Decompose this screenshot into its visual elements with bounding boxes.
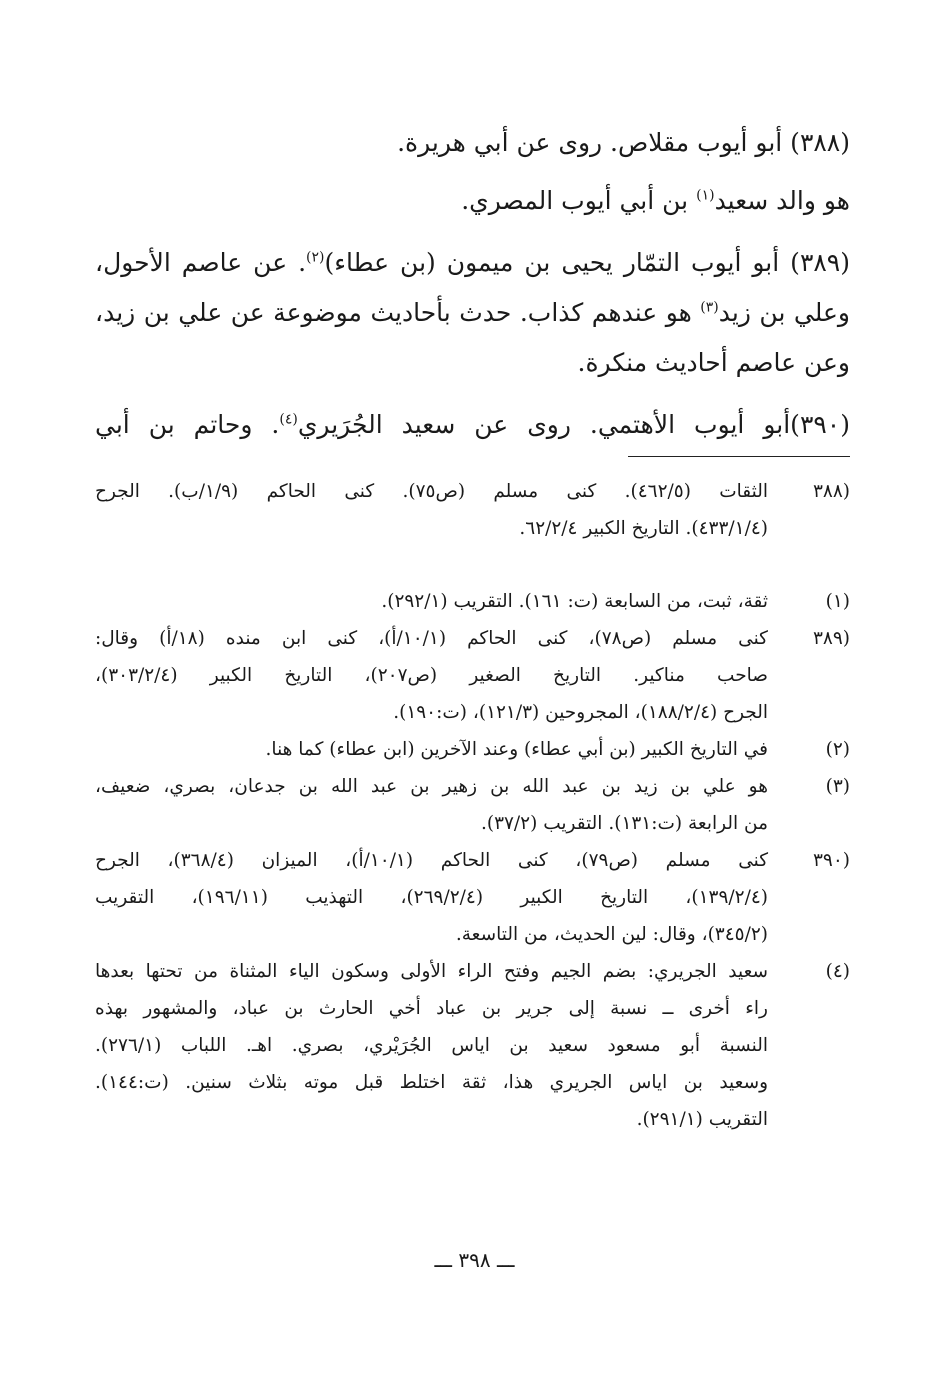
entry-389-l1-a: (٣٨٩) أبو أيوب التمّار يحيى بن ميمون (بن عطاء) [324, 248, 850, 277]
footnote-ref-4: (٤) [279, 411, 298, 428]
footnote-line: ثقة، ثبت، من السابعة (ت: ١٦١). التقريب (٢٩٢/١). [381, 591, 768, 612]
entry-388-title-text: (٣٨٨) أبو أيوب مقلاص. روى عن أبي هريرة. [397, 128, 850, 157]
entry-389-l1-b: . عن عاصم الأحول، [95, 248, 307, 277]
footnote-line: وسعيد بن اياس الجريري هذا، ثقة اختلط قبل موته بثلاث سنين. (ت:١٤٤). [95, 1072, 768, 1093]
footnote-item [95, 620, 850, 731]
footnote-ref-1: (١) [696, 187, 715, 204]
footnote-item [95, 473, 850, 547]
footnote-number: (١) [825, 591, 850, 612]
entry-390-b: . وحاتم بن أبي [95, 410, 280, 439]
footnote-body [95, 583, 768, 620]
footnote-line: صاحب مناكير. التاريخ الصغير (ص٢٠٧)، التاريخ الكبير (٣٠٣/٢/٤)، [95, 665, 769, 686]
entry-388-body-line [95, 176, 850, 226]
footnote-separator [628, 456, 850, 457]
footnote-line: الثقات (٤٦٢/٥). كنى مسلم (ص٧٥). كنى الحاكم (١/٩/ب). الجرح [95, 481, 769, 502]
footnote-number: (٣٨٨ [812, 481, 850, 502]
footnote-body [95, 620, 768, 731]
footnote-item [95, 953, 850, 1138]
footnote-item [95, 768, 850, 842]
footnote-line: التقريب (٢٩١/١). [636, 1109, 768, 1130]
entry-390-a: (٣٩٠)أبو أيوب الأهتمي. روى عن سعيد الجُرَيري [297, 410, 850, 439]
entry-388-title [95, 118, 850, 168]
footnote-spacer [95, 547, 850, 583]
footnote-line: كنى مسلم (ص٧٩)، كنى الحاكم (١٠/١/أ)، الميزان (٣٦٨/٤)، الجرح [95, 850, 769, 871]
footnote-ref-2: (٢) [306, 249, 325, 266]
entry-389-l2-b: هو عندهم كذاب. حدث بأحاديث موضوعة عن علي بن زيد، [95, 298, 701, 327]
page-number: ـــ ٣٩٨ ـــ [434, 1248, 515, 1272]
entry-388-body-b: بن أبي أيوب المصري. [461, 186, 697, 215]
footnote-item [95, 842, 850, 953]
footnote-body [95, 731, 768, 768]
footnote-line: الجرح (١٨٨/٢/٤)، المجروحين (١٢١/٣)، (ت:١٩٠). [393, 702, 768, 723]
footnote-line: كنى مسلم (ص٧٨)، كنى الحاكم (١٠/١/أ)، كنى ابن منده (١٨/أ) وقال: [95, 628, 768, 649]
footnote-line: راء أخرى ــ نسبة إلى جرير بن عباد أخي الحارث بن عباد، والمشهور بهذه [95, 998, 768, 1019]
footnote-number: (٢) [825, 739, 850, 760]
footnote-body [95, 768, 768, 842]
footnote-line: في التاريخ الكبير (بن أبي عطاء) وعند الآخرين (ابن عطاء) كما هنا. [265, 739, 768, 760]
footnote-number: (٤) [825, 961, 850, 982]
entry-389-line-3: وعن عاصم أحاديث منكرة. [577, 348, 850, 377]
footnote-item [95, 583, 850, 620]
entry-389-line-1 [95, 238, 850, 288]
footnote-line: من الرابعة (ت:١٣١). التقريب (٣٧/٢). [480, 813, 768, 834]
entry-390-line-1 [95, 400, 850, 450]
entry-389-l2-a: وعلي بن زيد [718, 298, 851, 327]
footnote-line: هو علي بن زيد بن عبد الله بن زهير بن عبد الله بن جدعان، بصري، ضعيف، [95, 776, 768, 797]
footnote-line: النسبة أبو مسعود سعيد بن اياس الجُرَيْري، بصري. اهـ. اللباب (٢٧٦/١). [95, 1035, 768, 1056]
footnote-line: سعيد الجريري: بضم الجيم وفتح الراء الأولى وسكون الياء المثناة من تحتها بعدها [95, 961, 768, 982]
footnote-item [95, 731, 850, 768]
entry-388-body [95, 176, 850, 226]
footnote-body [95, 473, 768, 547]
footnote-line: (١٣٩/٢/٤)، التاريخ الكبير (٢٦٩/٢/٤)، التهذيب (١٩٦/١١)، التقريب [95, 887, 768, 908]
main-text [95, 118, 850, 450]
footnote-number: (٣) [825, 776, 850, 797]
entry-389-line-2 [95, 288, 850, 338]
footnote-number: (٣٨٩ [812, 628, 850, 649]
entry-390 [95, 400, 850, 450]
footnote-ref-3: (٣) [700, 299, 719, 316]
footnote-line: (٤٣٣/١/٤). التاريخ الكبير ٦٢/٢/٤. [519, 518, 768, 539]
entry-388-body-a: هو والد سعيد [714, 186, 850, 215]
footnote-line: (٣٤٥/٢)، وقال: لين الحديث، من التاسعة. [455, 924, 768, 945]
footnote-body [95, 953, 768, 1138]
entry-389 [95, 238, 850, 388]
page-content [95, 118, 850, 1138]
footnote-body [95, 842, 768, 953]
footnotes [95, 473, 850, 1138]
footnote-number: (٣٩٠ [812, 850, 850, 871]
